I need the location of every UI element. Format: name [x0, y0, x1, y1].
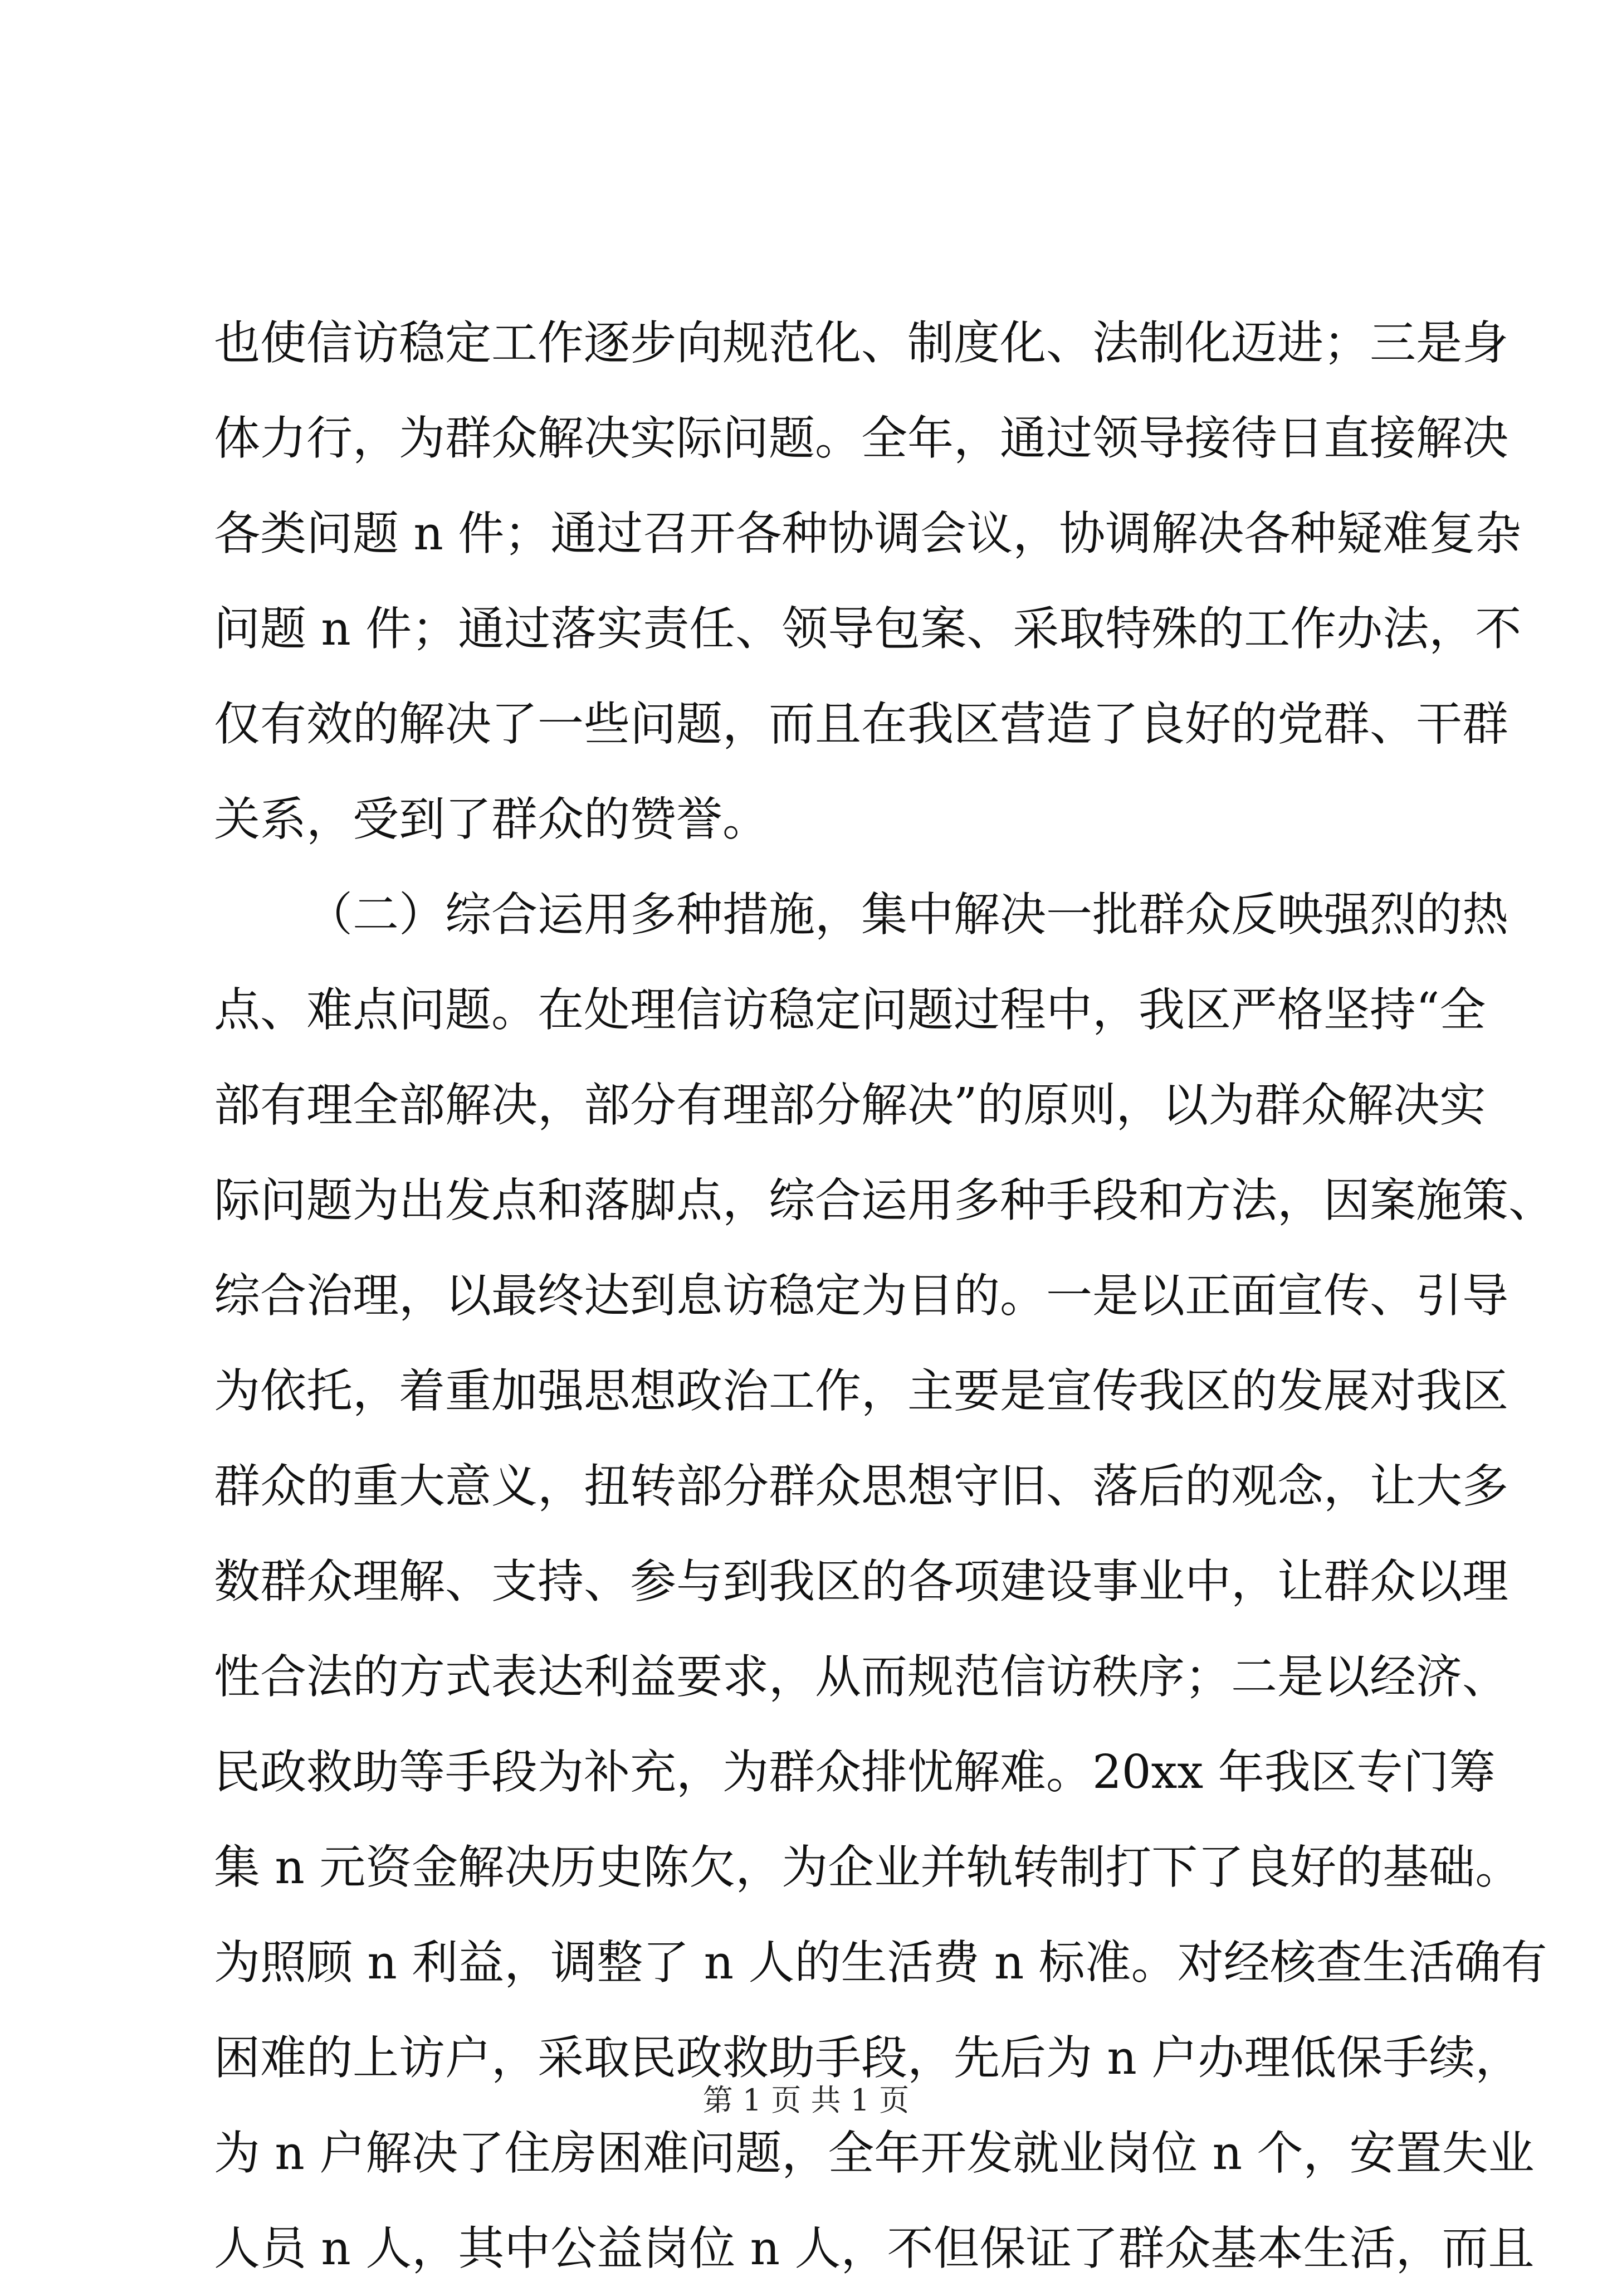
text-line: 问题 n 件；通过落实责任、领导包案、采取特殊的工作办法，不 — [214, 602, 1522, 656]
text-line: 关系，受到了群众的赞誉。 — [214, 792, 769, 846]
text-line: 集 n 元资金解决历史陈欠，为企业并轨转制打下了良好的基础。 — [214, 1840, 1522, 1894]
text-line: 体力行，为群众解决实际问题。全年，通过领导接待日直接解决 — [214, 411, 1508, 465]
text-line: 际问题为出发点和落脚点，综合运用多种手段和方法，因案施策、 — [214, 1173, 1555, 1227]
page-number: 第 1 页 共 1 页 — [702, 2083, 910, 2118]
text-line: 点、难点问题。在处理信访稳定问题过程中，我区严格坚持“全 — [214, 983, 1486, 1037]
text-line: 为 n 户解决了住房困难问题，全年开发就业岗位 n 个，安置失业 — [214, 2126, 1535, 2180]
text-line: 为照顾 n 利益，调整了 n 人的生活费 n 标准。对经核查生活确有 — [214, 1936, 1547, 1990]
text-line: 人员 n 人，其中公益岗位 n 人，不但保证了群众基本生活，而且 — [214, 2221, 1535, 2275]
document-body — [214, 295, 1555, 2296]
text-line: 综合治理，以最终达到息访稳定为目的。一是以正面宣传、引导 — [214, 1269, 1508, 1323]
section-heading-line: （二）综合运用多种措施，集中解决一批群众反映强烈的热 — [306, 888, 1508, 942]
text-line: 数群众理解、支持、参与到我区的各项建设事业中，让群众以理 — [214, 1554, 1508, 1608]
text-line: 仅有效的解决了一些问题，而且在我区营造了良好的党群、干群 — [214, 697, 1508, 751]
text-line: 民政救助等手段为补充，为群众排忧解难。20xx 年我区专门筹 — [214, 1745, 1496, 1799]
page-footer — [0, 2078, 1612, 2123]
text-line: 部有理全部解决，部分有理部分解决”的原则，以为群众解决实 — [214, 1078, 1486, 1132]
text-line: 困难的上访户，采取民政救助手段，先后为 n 户办理低保手续， — [214, 2031, 1522, 2085]
text-line: 性合法的方式表达利益要求，从而规范信访秩序；二是以经济、 — [214, 1650, 1508, 1704]
text-line: 各类问题 n 件；通过召开各种协调会议，协调解决各种疑难复杂 — [214, 506, 1522, 560]
text-line: 群众的重大意义，扭转部分群众思想守旧、落后的观念，让大多 — [214, 1459, 1508, 1513]
text-line: 为依托，着重加强思想政治工作，主要是宣传我区的发展对我区 — [214, 1364, 1508, 1418]
text-line: 也使信访稳定工作逐步向规范化、制度化、法制化迈进；三是身 — [214, 316, 1508, 370]
